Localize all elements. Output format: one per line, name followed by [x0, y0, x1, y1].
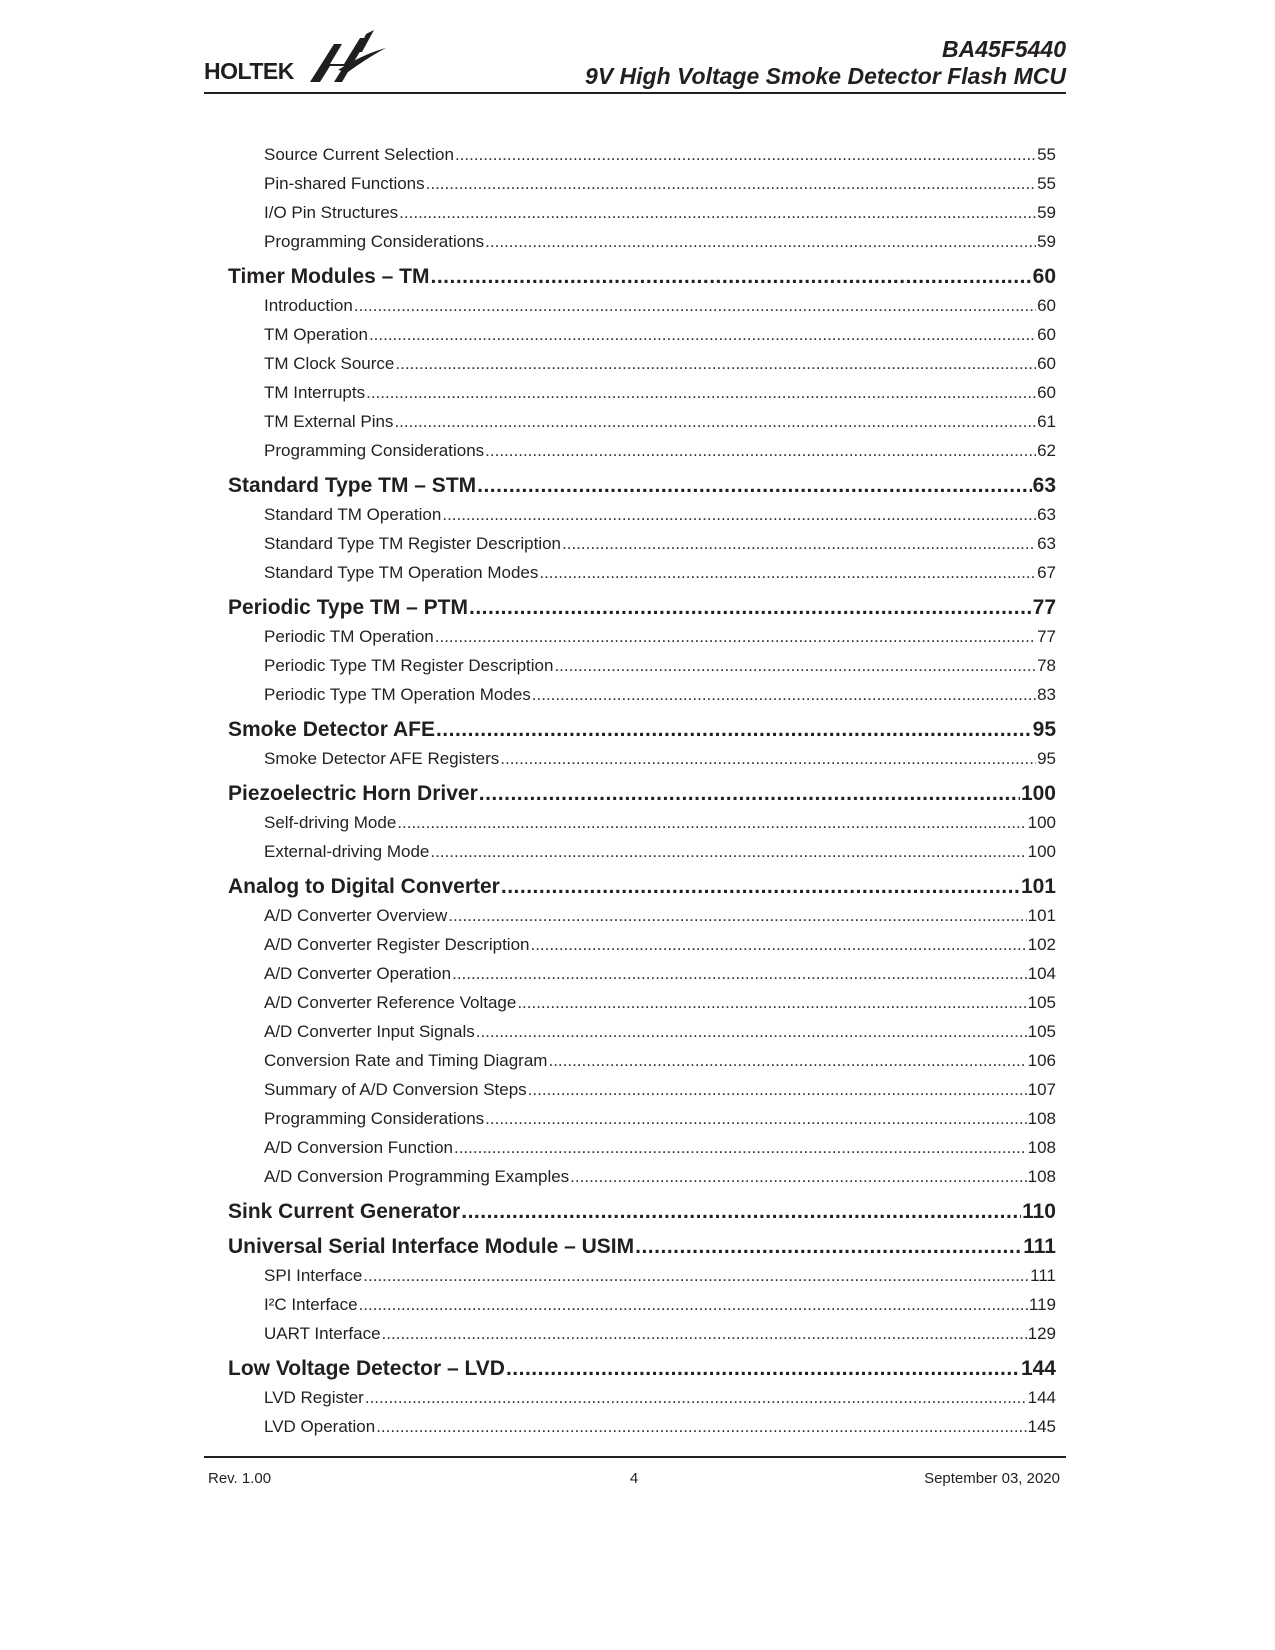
document-title: 9V High Voltage Smoke Detector Flash MCU	[585, 63, 1066, 89]
toc-entry[interactable]	[228, 378, 1056, 407]
toc-entry[interactable]	[228, 198, 1056, 227]
toc-entry-page: 145	[1027, 1417, 1056, 1436]
toc-entry-title: A/D Converter Overview	[264, 906, 448, 925]
toc-entry[interactable]	[228, 959, 1056, 988]
toc-entry[interactable]	[228, 1383, 1056, 1412]
dot-leader	[455, 140, 1036, 169]
toc-section-heading-page: 63	[1032, 474, 1056, 497]
toc-entry[interactable]	[228, 680, 1056, 709]
toc-section-heading-title: Timer Modules – TM	[228, 265, 430, 288]
dot-leader	[366, 378, 1036, 407]
toc-entry-title: TM Interrupts	[264, 383, 366, 402]
toc-section-heading-title: Analog to Digital Converter	[228, 875, 500, 898]
table-of-contents	[228, 140, 1056, 1447]
holtek-logo	[204, 30, 394, 86]
toc-entry-title: SPI Interface	[264, 1266, 363, 1285]
toc-section	[228, 715, 1056, 773]
toc-section-heading-page: 101	[1020, 875, 1056, 898]
toc-entry-title: I²C Interface	[264, 1295, 358, 1314]
toc-entry-page: 104	[1027, 964, 1056, 983]
toc-entry-page: 108	[1027, 1109, 1056, 1128]
dot-leader	[506, 1354, 1020, 1383]
toc-entry[interactable]	[228, 930, 1056, 959]
toc-section	[228, 262, 1056, 465]
toc-section-heading[interactable]	[228, 779, 1056, 808]
toc-entry-page: 59	[1037, 232, 1056, 251]
toc-entry-page: 144	[1027, 1388, 1056, 1407]
toc-section-heading[interactable]	[228, 872, 1056, 901]
toc-entry-page: 55	[1037, 174, 1056, 193]
toc-entry-page: 77	[1037, 627, 1056, 646]
toc-entry-page: 67	[1037, 563, 1056, 582]
toc-entry[interactable]	[228, 500, 1056, 529]
dot-leader	[382, 1319, 1027, 1348]
dot-leader	[430, 837, 1026, 866]
toc-section	[228, 872, 1056, 1191]
dot-leader	[454, 1133, 1027, 1162]
dot-leader	[500, 744, 1036, 773]
toc-entry[interactable]	[228, 1162, 1056, 1191]
toc-entry-page: 107	[1027, 1080, 1056, 1099]
dot-leader	[530, 930, 1026, 959]
toc-entry-title: Smoke Detector AFE Registers	[264, 749, 500, 768]
toc-entry-title: Periodic Type TM Operation Modes	[264, 685, 531, 704]
toc-entry-title: Introduction	[264, 296, 353, 315]
dot-leader	[395, 349, 1036, 378]
toc-entry-page: 59	[1037, 203, 1056, 222]
toc-entry[interactable]	[228, 1319, 1056, 1348]
toc-entry-page: 63	[1037, 505, 1056, 524]
dot-leader	[394, 407, 1036, 436]
dot-leader	[528, 1075, 1027, 1104]
dot-leader	[397, 808, 1026, 837]
toc-entry-page: 62	[1037, 441, 1056, 460]
toc-entry[interactable]	[228, 320, 1056, 349]
toc-section	[228, 471, 1056, 587]
toc-section	[228, 593, 1056, 709]
toc-entry[interactable]	[228, 837, 1056, 866]
toc-entry-page: 63	[1037, 534, 1056, 553]
toc-entry-title: Programming Considerations	[264, 232, 485, 251]
toc-entry[interactable]	[228, 140, 1056, 169]
toc-entry-page: 100	[1027, 813, 1056, 832]
toc-section-heading-title: Smoke Detector AFE	[228, 718, 435, 741]
toc-section-heading[interactable]	[228, 715, 1056, 744]
toc-entry[interactable]	[228, 622, 1056, 651]
page-number: 4	[629, 1470, 639, 1487]
dot-leader	[635, 1232, 1022, 1261]
logo-mark-icon	[304, 30, 390, 86]
toc-section-heading-title: Low Voltage Detector – LVD	[228, 1357, 505, 1380]
toc-entry[interactable]	[228, 1075, 1056, 1104]
toc-entry[interactable]	[228, 1261, 1056, 1290]
toc-entry-page: 106	[1027, 1051, 1056, 1070]
toc-entry[interactable]	[228, 808, 1056, 837]
toc-entry-title: A/D Converter Input Signals	[264, 1022, 475, 1041]
toc-section-heading[interactable]	[228, 1232, 1056, 1261]
dot-leader	[476, 1017, 1027, 1046]
revision-label: Rev. 1.00	[208, 1470, 272, 1487]
toc-entry-page: 100	[1027, 842, 1056, 861]
toc-entry-title: Periodic Type TM Register Description	[264, 656, 554, 675]
toc-entry-page: 129	[1027, 1324, 1056, 1343]
toc-section	[228, 1354, 1056, 1441]
toc-entry-page: 60	[1037, 383, 1056, 402]
dot-leader	[359, 1290, 1028, 1319]
dot-leader	[539, 558, 1036, 587]
dot-leader	[548, 1046, 1026, 1075]
dot-leader	[436, 715, 1032, 744]
toc-entry[interactable]	[228, 1046, 1056, 1075]
toc-entry-page: 108	[1027, 1167, 1056, 1186]
toc-entry-title: I/O Pin Structures	[264, 203, 399, 222]
toc-entry[interactable]	[228, 988, 1056, 1017]
toc-section-heading-page: 144	[1020, 1357, 1056, 1380]
toc-entry-title: LVD Register	[264, 1388, 364, 1407]
dot-leader	[469, 593, 1032, 622]
toc-section	[228, 779, 1056, 866]
toc-entry-page: 83	[1037, 685, 1056, 704]
toc-entry[interactable]	[228, 1017, 1056, 1046]
dot-leader	[461, 1197, 1021, 1226]
toc-section	[228, 1197, 1056, 1226]
toc-entry-page: 60	[1037, 354, 1056, 373]
toc-entry[interactable]	[228, 1412, 1056, 1441]
dot-leader	[485, 1104, 1026, 1133]
toc-section-heading[interactable]	[228, 262, 1056, 291]
toc-entry-title: A/D Conversion Programming Examples	[264, 1167, 570, 1186]
dot-leader	[354, 291, 1036, 320]
toc-section-heading[interactable]	[228, 1197, 1056, 1226]
toc-entry-title: TM External Pins	[264, 412, 394, 431]
dot-leader	[448, 901, 1026, 930]
dot-leader	[532, 680, 1036, 709]
toc-entry-title: A/D Conversion Function	[264, 1138, 453, 1157]
footer-divider	[204, 1456, 1066, 1458]
toc-section	[228, 1232, 1056, 1348]
toc-entry[interactable]	[228, 744, 1056, 773]
toc-entry[interactable]	[228, 1133, 1056, 1162]
toc-entry-page: 95	[1037, 749, 1056, 768]
dot-leader	[562, 529, 1036, 558]
dot-leader	[442, 500, 1036, 529]
dot-leader	[430, 262, 1031, 291]
toc-entry-title: A/D Converter Operation	[264, 964, 452, 983]
toc-entry-title: LVD Operation	[264, 1417, 376, 1436]
toc-section-heading-title: Sink Current Generator	[228, 1200, 461, 1223]
toc-entry-title: TM Clock Source	[264, 354, 395, 373]
toc-entry-title: Standard Type TM Register Description	[264, 534, 562, 553]
toc-entry-page: 60	[1037, 325, 1056, 344]
toc-lead-group	[228, 140, 1056, 256]
toc-entry-title: Source Current Selection	[264, 145, 454, 164]
toc-section-heading-title: Piezoelectric Horn Driver	[228, 782, 478, 805]
toc-entry[interactable]	[228, 349, 1056, 378]
dot-leader	[554, 651, 1036, 680]
dot-leader	[399, 198, 1036, 227]
toc-entry[interactable]	[228, 558, 1056, 587]
toc-entry-title: Periodic TM Operation	[264, 627, 434, 646]
toc-section-heading-page: 60	[1032, 265, 1056, 288]
toc-entry-title: A/D Converter Register Description	[264, 935, 530, 954]
toc-section-heading-title: Periodic Type TM – PTM	[228, 596, 468, 619]
toc-section-heading-page: 100	[1020, 782, 1056, 805]
dot-leader	[435, 622, 1036, 651]
toc-entry[interactable]	[228, 291, 1056, 320]
toc-entry-title: TM Operation	[264, 325, 368, 344]
header-divider	[204, 92, 1066, 94]
dot-leader	[365, 1383, 1027, 1412]
dot-leader	[570, 1162, 1026, 1191]
toc-entry-title: Conversion Rate and Timing Diagram	[264, 1051, 548, 1070]
toc-entry-page: 111	[1030, 1266, 1056, 1285]
toc-entry-page: 105	[1027, 1022, 1056, 1041]
toc-entry-page: 119	[1028, 1295, 1056, 1314]
toc-section-heading-title: Standard Type TM – STM	[228, 474, 477, 497]
toc-entry-title: Summary of A/D Conversion Steps	[264, 1080, 527, 1099]
toc-entry[interactable]	[228, 901, 1056, 930]
publication-date: September 03, 2020	[924, 1470, 1060, 1487]
header-title-block	[585, 36, 1066, 90]
toc-entry-title: Standard TM Operation	[264, 505, 442, 524]
toc-entry-page: 101	[1027, 906, 1056, 925]
dot-leader	[485, 436, 1036, 465]
toc-section-heading-page: 111	[1023, 1235, 1056, 1258]
toc-entry-title: Programming Considerations	[264, 1109, 485, 1128]
part-number: BA45F5440	[941, 36, 1066, 62]
toc-entry-title: Standard Type TM Operation Modes	[264, 563, 539, 582]
toc-entry[interactable]	[228, 407, 1056, 436]
toc-entry-title: Programming Considerations	[264, 441, 485, 460]
toc-section-heading-page: 77	[1032, 596, 1056, 619]
toc-entry-title: External-driving Mode	[264, 842, 430, 861]
dot-leader	[426, 169, 1036, 198]
dot-leader	[376, 1412, 1026, 1441]
toc-entry-page: 61	[1037, 412, 1056, 431]
toc-entry[interactable]	[228, 1290, 1056, 1319]
toc-entry-title: A/D Converter Reference Voltage	[264, 993, 517, 1012]
toc-entry-page: 105	[1027, 993, 1056, 1012]
toc-entry[interactable]	[228, 529, 1056, 558]
toc-entry-title: Self-driving Mode	[264, 813, 397, 832]
page-header	[204, 26, 1066, 94]
toc-entry[interactable]	[228, 227, 1056, 256]
toc-section-heading-page: 110	[1022, 1200, 1056, 1223]
toc-entry-title: Pin-shared Functions	[264, 174, 425, 193]
toc-entry[interactable]	[228, 1104, 1056, 1133]
toc-entry-title: UART Interface	[264, 1324, 381, 1343]
dot-leader	[363, 1261, 1029, 1290]
toc-entry-page: 108	[1027, 1138, 1056, 1157]
toc-section-heading[interactable]	[228, 471, 1056, 500]
dot-leader	[485, 227, 1036, 256]
toc-entry[interactable]	[228, 436, 1056, 465]
logo-wordmark: HOLTEK	[204, 58, 294, 84]
toc-section-heading[interactable]	[228, 1354, 1056, 1383]
toc-entry[interactable]	[228, 651, 1056, 680]
toc-entry-page: 78	[1037, 656, 1056, 675]
dot-leader	[501, 872, 1020, 901]
dot-leader	[477, 471, 1032, 500]
dot-leader	[369, 320, 1036, 349]
toc-entry-page: 102	[1027, 935, 1056, 954]
toc-section-heading-page: 95	[1032, 718, 1056, 741]
toc-section-heading-title: Universal Serial Interface Module – USIM	[228, 1235, 635, 1258]
dot-leader	[517, 988, 1026, 1017]
toc-entry-page: 55	[1037, 145, 1056, 164]
dot-leader	[479, 779, 1020, 808]
toc-entry[interactable]	[228, 169, 1056, 198]
dot-leader	[452, 959, 1027, 988]
toc-section-heading[interactable]	[228, 593, 1056, 622]
toc-entry-page: 60	[1037, 296, 1056, 315]
